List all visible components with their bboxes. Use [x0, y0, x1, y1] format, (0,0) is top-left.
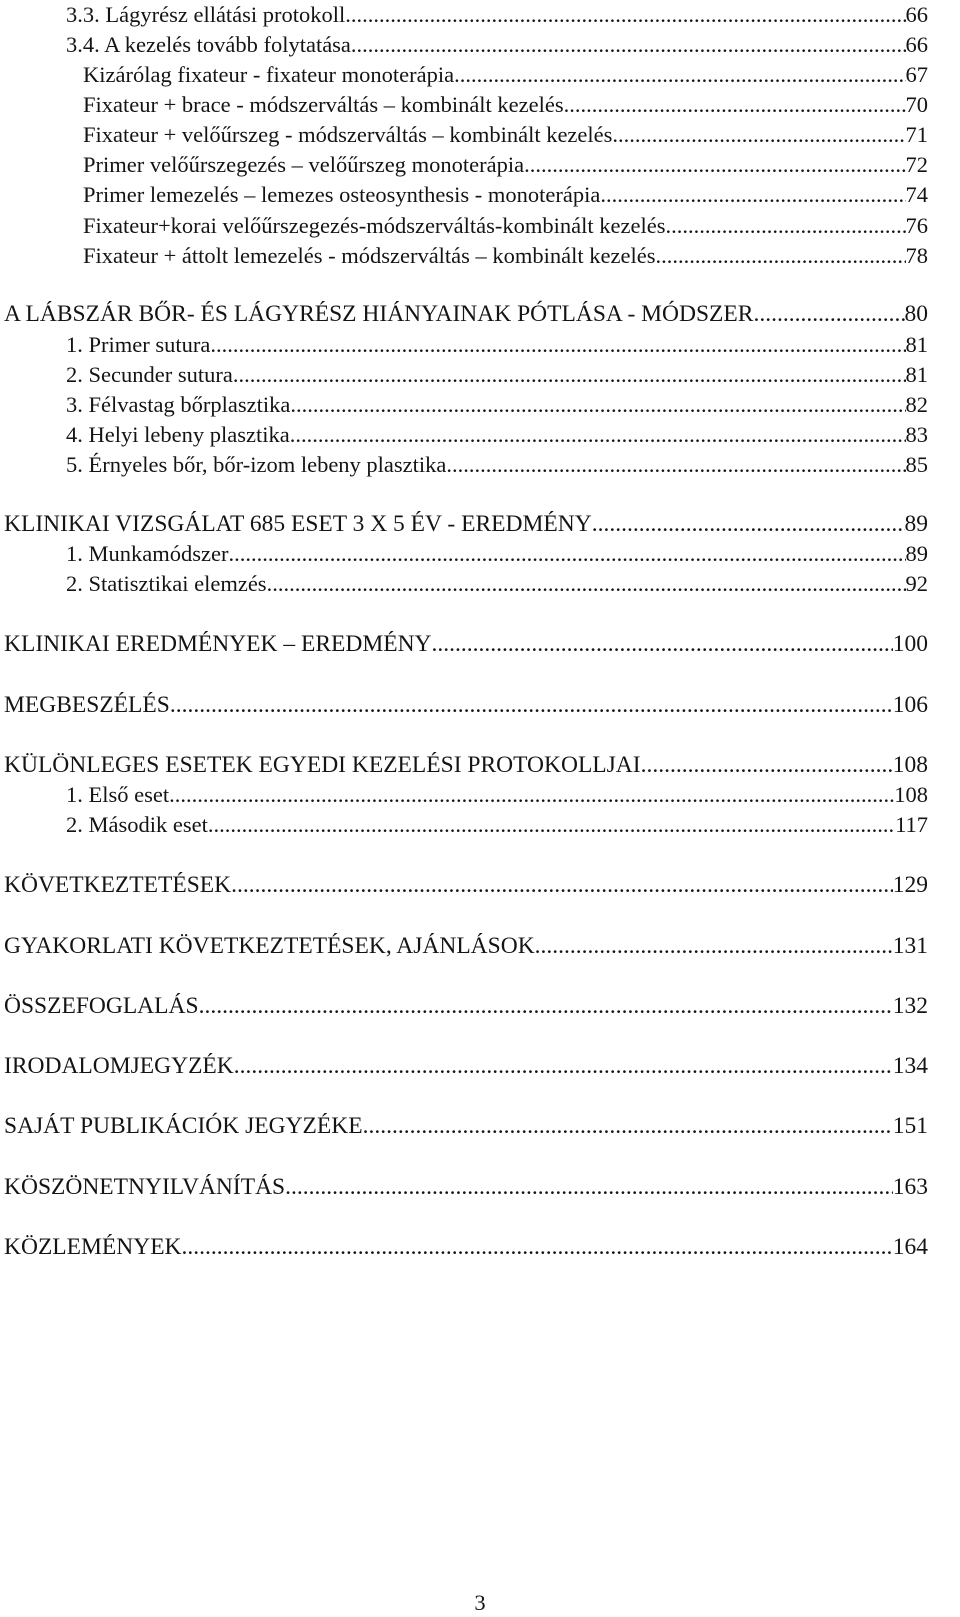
toc-entry-title: IRODALOMJEGYZÉK	[4, 1053, 234, 1079]
toc-entry-title: KLINIKAI EREDMÉNYEK – EREDMÉNY	[4, 631, 432, 657]
toc-entry-title: 2. Második eset	[66, 812, 208, 837]
toc-entry-page: 131	[892, 933, 928, 959]
toc-dot-leader	[345, 0, 905, 30]
toc-entry-page: 81	[905, 362, 928, 387]
toc-dot-leader	[665, 211, 905, 241]
toc-entry-title: Fixateur + velőűrszeg - módszerváltás – kombinált kezelés	[83, 122, 613, 147]
toc-entry[interactable]	[4, 90, 928, 120]
toc-entry[interactable]	[4, 1111, 928, 1141]
toc-dot-leader	[600, 180, 905, 210]
page-number: 3	[474, 1590, 486, 1615]
toc-dot-leader	[210, 330, 905, 360]
toc-entry-title: Primer lemezelés – lemezes osteosynthesis - monoterápia	[83, 182, 601, 207]
toc-entry-title: MEGBESZÉLÉS	[4, 692, 170, 718]
toc-entry-title: 3.4. A kezelés tovább folytatása	[66, 32, 351, 57]
toc-entry-page: 151	[892, 1113, 928, 1139]
toc-entry-title: KÜLÖNLEGES ESETEK EGYEDI KEZELÉSI PROTOKOLLJAI	[4, 752, 641, 778]
toc-entry-title: 1. Munkamódszer	[66, 541, 229, 566]
toc-entry-page: 83	[905, 422, 928, 447]
toc-entry[interactable]	[4, 569, 928, 599]
toc-entry[interactable]	[4, 870, 928, 900]
toc-entry-title: Kizárólag fixateur - fixateur monoterápia	[83, 62, 455, 87]
toc-entry[interactable]	[4, 330, 928, 360]
toc-dot-leader	[641, 750, 893, 780]
toc-dot-leader	[612, 120, 905, 150]
toc-entry-title: KLINIKAI VIZSGÁLAT 685 ESET 3 X 5 ÉV - EREDMÉNY	[4, 511, 592, 537]
toc-entry-page: 117	[895, 812, 928, 837]
toc-entry-page: 129	[892, 872, 928, 898]
toc-dot-leader	[169, 780, 894, 810]
toc-entry[interactable]	[4, 1051, 928, 1081]
toc-entry[interactable]	[4, 360, 928, 390]
toc-dot-leader	[446, 450, 905, 480]
toc-entry[interactable]	[4, 211, 928, 241]
toc-entry[interactable]	[4, 509, 928, 539]
toc-entry[interactable]	[4, 1232, 928, 1262]
toc-entry-page: 80	[904, 301, 928, 327]
toc-dot-leader	[267, 569, 906, 599]
toc-entry[interactable]	[4, 390, 928, 420]
toc-entry-title: GYAKORLATI KÖVETKEZTETÉSEK, AJÁNLÁSOK	[4, 933, 535, 959]
toc-entry[interactable]	[4, 420, 928, 450]
toc-entry-title: A LÁBSZÁR BŐR- ÉS LÁGYRÉSZ HIÁNYAINAK PÓTLÁSA - MÓDSZER	[4, 301, 754, 327]
toc-entry-page: 82	[905, 392, 928, 417]
toc-entry[interactable]	[4, 450, 928, 480]
toc-entry[interactable]	[4, 629, 928, 659]
toc-entry[interactable]	[4, 810, 928, 840]
toc-entry[interactable]	[4, 991, 928, 1021]
toc-entry-title: 1. Primer sutura	[66, 332, 211, 357]
toc-dot-leader	[182, 1232, 893, 1262]
toc-entry-page: 92	[905, 571, 928, 596]
toc-dot-leader	[233, 360, 906, 390]
toc-entry[interactable]	[4, 299, 928, 329]
toc-entry[interactable]	[4, 0, 928, 30]
toc-entry-title: KÖVETKEZTETÉSEK	[4, 872, 232, 898]
toc-dot-leader	[231, 870, 893, 900]
toc-entry-title: Fixateur + brace - módszerváltás – kombinált kezelés	[83, 92, 564, 117]
toc-entry-page: 100	[892, 631, 928, 657]
toc-dot-leader	[432, 629, 893, 659]
toc-entry-page: 106	[892, 692, 928, 718]
toc-entry-page: 81	[905, 332, 928, 357]
toc-entry[interactable]	[4, 539, 928, 569]
toc-entry-title: 4. Helyi lebeny plasztika	[66, 422, 290, 447]
toc-entry[interactable]	[4, 780, 928, 810]
toc-entry-title: 5. Érnyeles bőr, bőr-izom lebeny plasztika	[66, 452, 447, 477]
toc-dot-leader	[208, 810, 895, 840]
toc-entry[interactable]	[4, 120, 928, 150]
toc-entry-page: 85	[905, 452, 928, 477]
toc-entry-page: 132	[892, 993, 928, 1019]
toc-entry[interactable]	[4, 931, 928, 961]
toc-entry-title: KÖSZÖNETNYILVÁNÍTÁS	[4, 1174, 286, 1200]
toc-dot-leader	[234, 1051, 893, 1081]
toc-entry[interactable]	[4, 180, 928, 210]
toc-entry[interactable]	[4, 60, 928, 90]
toc-entry-title: 2. Secunder sutura	[66, 362, 233, 387]
toc-entry[interactable]	[4, 1172, 928, 1202]
toc-entry[interactable]	[4, 30, 928, 60]
toc-dot-leader	[351, 30, 906, 60]
toc-entry[interactable]	[4, 750, 928, 780]
toc-entry-page: 76	[905, 213, 928, 238]
toc-dot-leader	[199, 991, 893, 1021]
toc-entry-page: 89	[905, 541, 928, 566]
toc-entry-page: 74	[905, 182, 928, 207]
toc-entry-title: Fixateur+korai velőűrszegezés-módszerváltás-kombinált kezelés	[83, 213, 666, 238]
toc-entry-title: 1. Első eset	[66, 782, 170, 807]
toc-dot-leader	[454, 60, 905, 90]
toc-entry-page: 108	[892, 752, 928, 778]
toc-entry-page: 89	[904, 511, 928, 537]
toc-dot-leader	[363, 1111, 893, 1141]
toc-dot-leader	[228, 539, 905, 569]
toc-entry-page: 108	[894, 782, 928, 807]
toc-entry-page: 66	[905, 32, 928, 57]
toc-entry-page: 66	[905, 2, 928, 27]
toc-dot-leader	[753, 299, 904, 329]
toc-entry-title: 3.3. Lágyrész ellátási protokoll	[66, 2, 346, 27]
toc-dot-leader	[524, 150, 905, 180]
toc-entry-title: Primer velőűrszegezés – velőűrszeg monoterápia	[83, 152, 525, 177]
toc-entry-title: 3. Félvastag bőrplasztika	[66, 392, 291, 417]
toc-entry[interactable]	[4, 690, 928, 720]
toc-entry-title: Fixateur + áttolt lemezelés - módszerváltás – kombinált kezelés	[83, 243, 656, 268]
toc-entry-title: KÖZLEMÉNYEK	[4, 1234, 182, 1260]
toc-entry[interactable]	[4, 241, 928, 271]
toc-dot-leader	[290, 420, 906, 450]
toc-entry-page: 134	[892, 1053, 928, 1079]
toc-entry-page: 164	[892, 1234, 928, 1260]
toc-dot-leader	[592, 509, 905, 539]
toc-entry[interactable]	[4, 150, 928, 180]
toc-entry-title: SAJÁT PUBLIKÁCIÓK JEGYZÉKE	[4, 1113, 363, 1139]
toc-dot-leader	[170, 690, 893, 720]
toc-entry-page: 72	[905, 152, 928, 177]
toc-entry-page: 78	[905, 243, 928, 268]
toc-entry-page: 70	[905, 92, 928, 117]
toc-entry-title: 2. Statisztikai elemzés	[66, 571, 267, 596]
toc-dot-leader	[564, 90, 906, 120]
toc-dot-leader	[290, 390, 905, 420]
toc-dot-leader	[656, 241, 906, 271]
toc-entry-title: ÖSSZEFOGLALÁS	[4, 993, 199, 1019]
toc-entry-page: 163	[892, 1174, 928, 1200]
toc-entry-page: 67	[905, 62, 928, 87]
toc-dot-leader	[535, 931, 893, 961]
toc-entry-page: 71	[905, 122, 928, 147]
toc-dot-leader	[285, 1172, 893, 1202]
